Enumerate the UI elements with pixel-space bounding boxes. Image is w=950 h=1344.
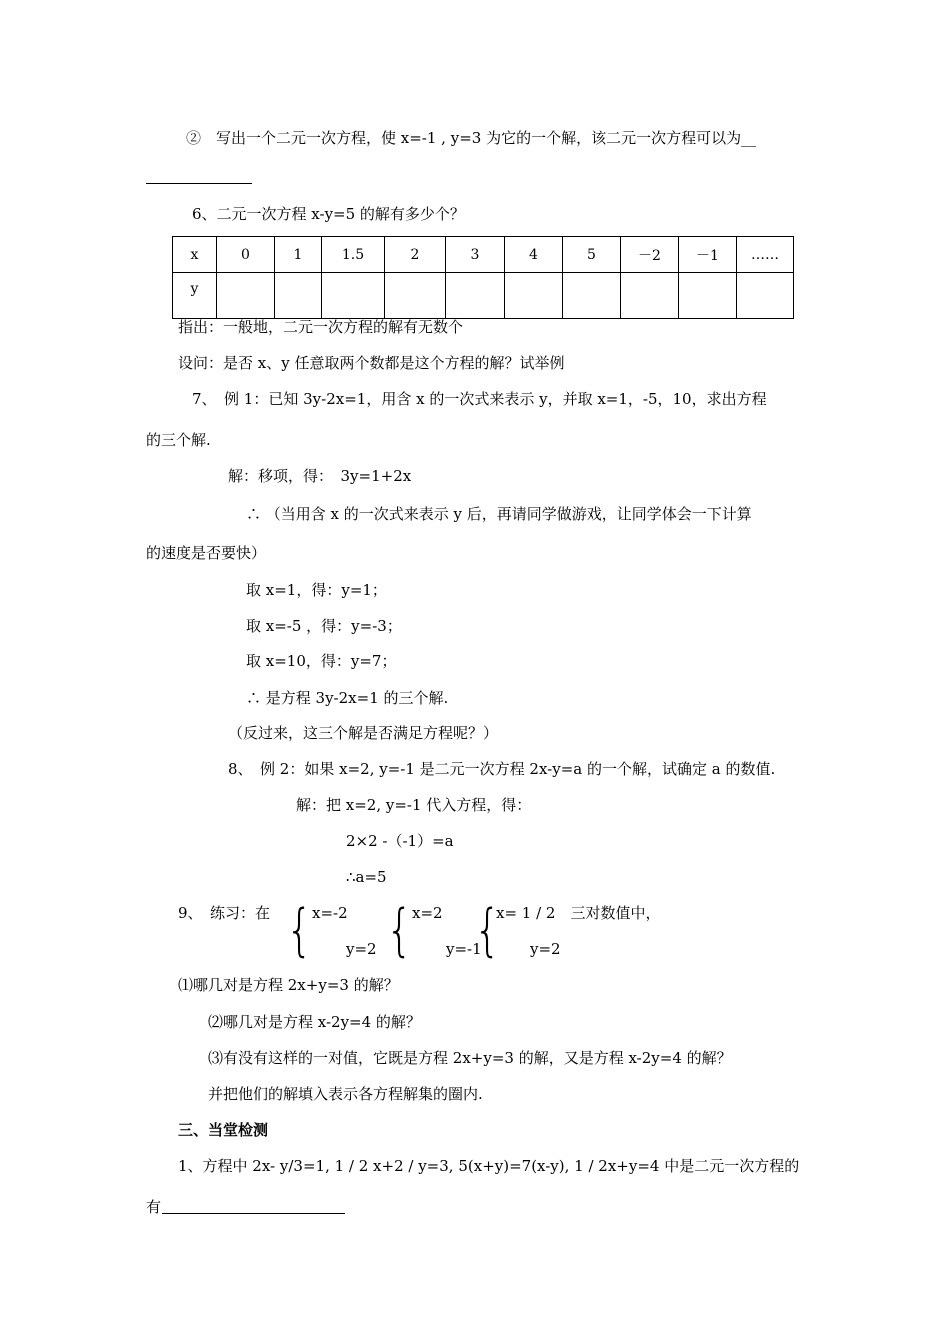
take-value-2: 取 x=-5 ，得：y=-3； [246, 617, 402, 635]
example-2-solution-2: 2×2 -（-1）=a [346, 832, 454, 850]
table-cell-empty [322, 273, 385, 319]
answer-blank [162, 1213, 345, 1214]
table-cell: 1 [275, 237, 322, 273]
table-row-x [173, 237, 794, 273]
solution-step-2: ∴ （当用含 x 的一次式来表示 y 后，再请同学做游戏，让同学体会一下计算 [246, 505, 752, 523]
table-cell-empty [446, 273, 505, 319]
pair-3-y: y=2 [530, 940, 561, 958]
test-question-1-answer: 有 [146, 1198, 162, 1216]
table-cell: 4 [505, 237, 563, 273]
test-question-1: 1、方程中 2x- y/3=1, 1 / 2 x+2 / y=3, 5(x+y)=7(x-y), 1 / 2x+y=4 中是二元一次方程的 [178, 1157, 800, 1175]
example-2: 8、 例 2：如果 x=2, y=-1 是二元一次方程 2x-y=a 的一个解，试确定 a 的数值. [228, 760, 776, 778]
table-cell: 1.5 [322, 237, 385, 273]
table-row-y [173, 273, 794, 319]
solution-step-3: 的速度是否要快） [146, 544, 267, 562]
fill-instruction: 并把他们的解填入表示各方程解集的圈内. [208, 1085, 483, 1103]
table-cell-empty [563, 273, 621, 319]
pair-3-x: x= 1 / 2 三对数值中， [496, 904, 661, 922]
table-cell: 3 [446, 237, 505, 273]
solution-table [172, 236, 794, 319]
table-cell-empty [621, 273, 679, 319]
sub-question-3: ⑶有没有这样的一对值，它既是方程 2x+y=3 的解，又是方程 x-2y=4 的解？ [208, 1049, 732, 1067]
table-cell-empty [505, 273, 563, 319]
pair-2-x: x=2 [412, 904, 443, 922]
table-header-x: x [173, 237, 217, 273]
pair-1-y: y=2 [346, 940, 377, 958]
table-cell-empty [275, 273, 322, 319]
section-heading: 三、当堂检测 [178, 1121, 269, 1139]
table-cell: 2 [385, 237, 446, 273]
reverse-question: （反过来，这三个解是否满足方程呢？） [228, 724, 499, 742]
table-header-y: y [173, 273, 217, 319]
take-value-3: 取 x=10，得：y=7； [246, 652, 397, 670]
left-brace: { [286, 898, 313, 963]
table-cell: …… [737, 237, 794, 273]
conclusion: ∴ 是方程 3y-2x=1 的三个解. [246, 689, 449, 707]
pair-1-x: x=-2 [312, 904, 348, 922]
question-6: 6、二元一次方程 x-y=5 的解有多少个？ [192, 205, 465, 223]
left-brace: { [386, 898, 413, 963]
example-1-line-1: 7、 例 1：已知 3y-2x=1，用含 x 的一次式来表示 y，并取 x=1，-5，10，求出方程 [192, 390, 767, 408]
exercise-9: 9、 练习：在 [178, 904, 271, 922]
sub-question-2: ⑵哪几对是方程 x-2y=4 的解？ [208, 1013, 421, 1031]
table-cell-empty [385, 273, 446, 319]
take-value-1: 取 x=1，得：y=1； [246, 581, 387, 599]
left-brace: { [474, 898, 501, 963]
solution-step-1: 解：移项，得： 3y=1+2x [228, 467, 412, 485]
table-cell-empty [679, 273, 737, 319]
note-point: 指出：一般地，二元一次方程的解有无数个 [178, 318, 464, 336]
table-cell-empty [737, 273, 794, 319]
example-1-line-2: 的三个解. [146, 431, 211, 449]
example-2-solution-3: ∴a=5 [346, 868, 387, 886]
answer-blank [146, 183, 252, 184]
table-cell: 0 [217, 237, 275, 273]
pair-2-y: y=-1 [446, 940, 482, 958]
table-cell: 5 [563, 237, 621, 273]
table-cell: －1 [679, 237, 737, 273]
note-question: 设问：是否 x、y 任意取两个数都是这个方程的解？试举例 [178, 354, 565, 372]
table-cell: －2 [621, 237, 679, 273]
question-2-line: ② 写出一个二元一次方程，使 x=-1 , y=3 为它的一个解，该二元一次方程可以为__ [186, 129, 757, 147]
example-2-solution-1: 解：把 x=2, y=-1 代入方程，得： [296, 796, 532, 814]
table-cell-empty [217, 273, 275, 319]
sub-question-1: ⑴哪几对是方程 2x+y=3 的解？ [178, 976, 399, 994]
